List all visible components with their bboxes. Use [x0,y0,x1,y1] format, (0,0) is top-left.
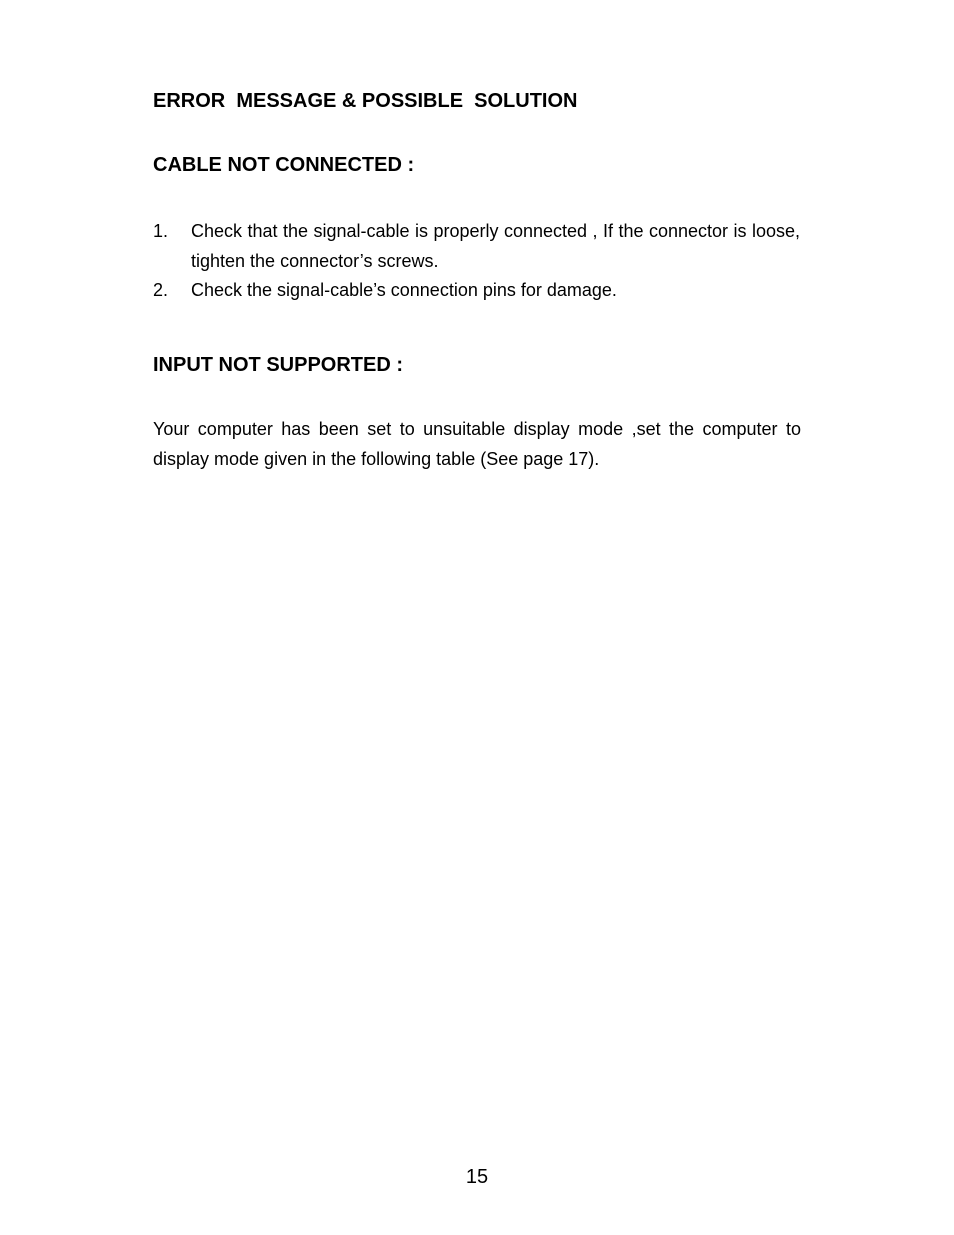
section-heading-input-not-supported: INPUT NOT SUPPORTED : [153,354,404,376]
list-item-number: 2. [153,280,169,300]
list-item [153,276,800,306]
list-item-number: 1. [153,221,169,241]
list-item-text: Check that the signal-cable is properly connected , If the connector is loose, tighten the connector’s screws. [191,221,800,271]
list-item [153,217,800,276]
input-not-supported-paragraph: Your computer has been set to unsuitable display mode ,set the computer to display mode given in the following table (See page 17). [153,419,801,469]
page-number: 15 [465,1166,489,1188]
page-title: ERROR MESSAGE & POSSIBLE SOLUTION [153,90,578,112]
section-heading-cable-not-connected: CABLE NOT CONNECTED : [153,154,415,176]
cable-solution-list [153,217,800,306]
list-item-text: Check the signal-cable’s connection pins for damage. [191,280,617,300]
